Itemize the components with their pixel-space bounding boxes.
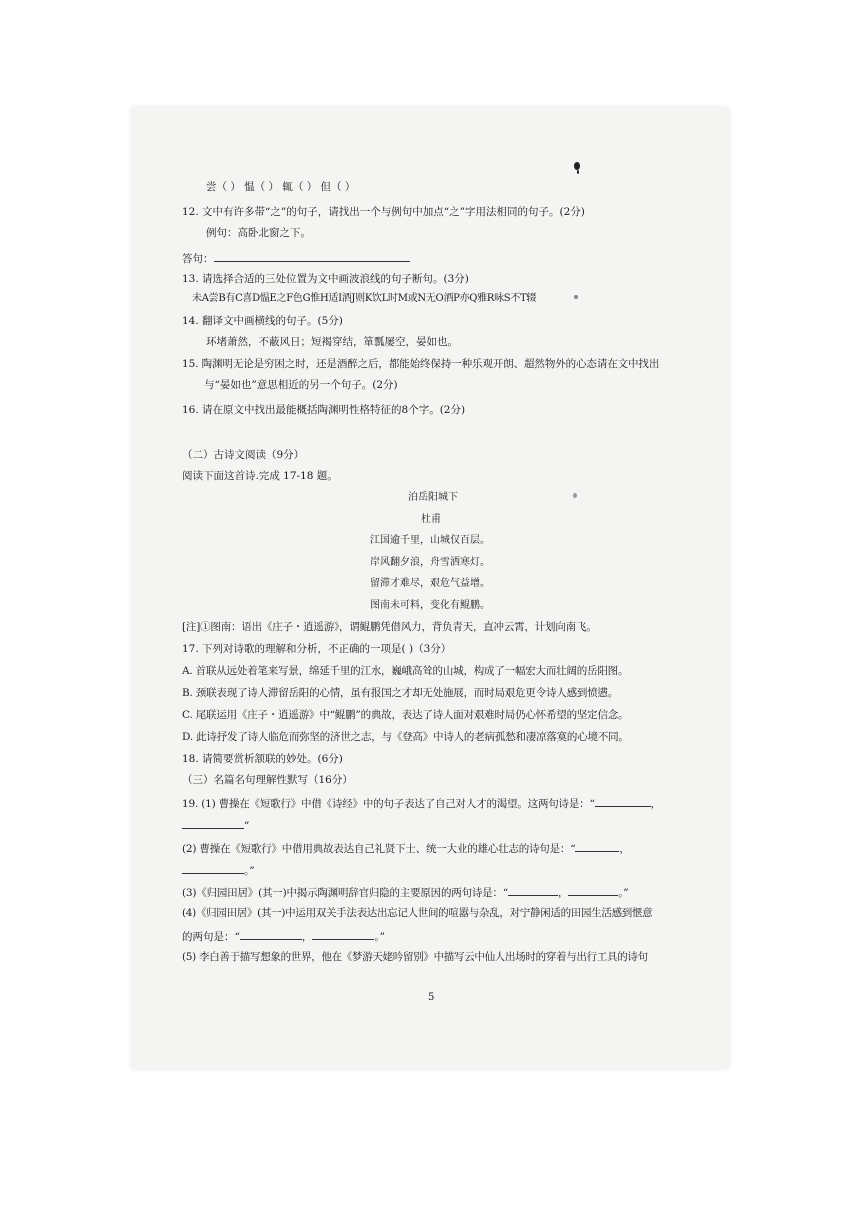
q12-answer bbox=[182, 250, 410, 266]
section-2-intro: 阅读下面这首诗.完成 17-18 题。 bbox=[182, 470, 338, 482]
scan-speck bbox=[577, 170, 579, 174]
close-quote: 。” bbox=[374, 931, 385, 943]
q17-option-a: A. 首联从远处着笔来写景，绵延千里的江水，巍峨高耸的山城，构成了一幅宏大而壮阔的岳阳图。 bbox=[182, 665, 629, 677]
poem-line-1: 江国逾千里，山城仅百层。 bbox=[370, 535, 490, 546]
comma: ， bbox=[650, 798, 661, 810]
page-number: 5 bbox=[428, 992, 435, 1003]
q19-1-text: 19. (1) 曹操在《短歌行》中借《诗经》中的句子表达了自己对人才的渴望。这两句诗是：“ bbox=[182, 798, 595, 810]
close-quote: ” bbox=[244, 820, 250, 832]
answer-blank[interactable] bbox=[568, 884, 618, 896]
q19-1 bbox=[182, 795, 661, 811]
q19-2-cont bbox=[182, 862, 255, 878]
q12-answer-label: 答句： bbox=[182, 253, 214, 265]
answer-blank[interactable] bbox=[214, 250, 410, 262]
section-3-heading: （三）名篇名句理解性默写（16分） bbox=[182, 774, 353, 786]
comma: ， bbox=[557, 887, 569, 899]
q19-4-cont bbox=[182, 928, 385, 944]
q15-line1: 15. 陶渊明无论是穷困之时，还是酒醉之后，都能始终保持一种乐观开朗、超然物外的心态请在文中找出 bbox=[182, 358, 660, 370]
q12-example: 例句：高卧北窗之下。 bbox=[206, 227, 311, 239]
q19-4-text: 的两句是：“ bbox=[182, 931, 240, 943]
poem-line-3: 留滞才难尽，艰危气益增。 bbox=[370, 578, 490, 589]
section-2-heading: （二）古诗文阅读（9分） bbox=[182, 449, 305, 461]
scan-speck bbox=[574, 295, 578, 299]
poem-line-4: 图南未可料，变化有鲲鹏。 bbox=[370, 600, 490, 611]
close-quote: 。” bbox=[244, 865, 255, 877]
scan-speck bbox=[574, 162, 580, 170]
scan-speck bbox=[573, 493, 577, 498]
q14: 14. 翻译文中画横线的句子。(5分) bbox=[182, 315, 343, 327]
q18: 18. 请简要赏析颔联的妙处。(6分) bbox=[182, 753, 343, 765]
q19-2-text: (2) 曹操在《短歌行》中借用典故表达自己礼贤下士、统一大业的雄心壮志的诗句是：“ bbox=[182, 843, 576, 855]
answer-blank[interactable] bbox=[312, 928, 374, 940]
q16: 16. 请在原文中找出最能概括陶渊明性格特征的8个字。(2分) bbox=[182, 404, 466, 416]
q12: 12. 文中有许多带“之”的句子，请找出一个与例句中加点“之”字用法相同的句子。(2分) bbox=[182, 206, 585, 218]
q17-option-c: C. 尾联运用《庄子・逍遥游》中“鲲鹏”的典故，表达了诗人面对艰难时局仍心怀希望的坚定信念。 bbox=[182, 709, 629, 721]
answer-blank[interactable] bbox=[182, 817, 244, 829]
answer-blank[interactable] bbox=[595, 795, 651, 807]
q13: 13. 请选择合适的三处位置为文中画波浪线的句子断句。(3分) bbox=[182, 273, 469, 285]
q17: 17. 下列对诗歌的理解和分析，不正确的一项是( )（3分） bbox=[182, 643, 452, 655]
answer-blank[interactable] bbox=[575, 840, 619, 852]
q17-option-b: B. 颈联表现了诗人滞留岳阳的心情，虽有报国之才却无处施展，而时局艰危更令诗人感到愤懑。 bbox=[182, 687, 619, 699]
q11-blanks: 尝（ ） 愠（ ） 辄（ ） 但（ ） bbox=[206, 181, 356, 193]
answer-blank[interactable] bbox=[240, 928, 302, 940]
comma: ， bbox=[301, 931, 313, 943]
q19-3 bbox=[182, 884, 628, 900]
answer-blank[interactable] bbox=[182, 862, 244, 874]
q17-option-d: D. 此诗抒发了诗人临危而弥坚的济世之志，与《登高》中诗人的老病孤愁和凄凉落寞的心境不同。 bbox=[182, 731, 629, 743]
close-quote: 。” bbox=[618, 887, 629, 899]
q13-text: 未A尝B有C喜D愠E之F色G惟H适I酒J则K饮L时M或N无O酒P亦Q雅R咏S不T辍 bbox=[192, 293, 537, 304]
poem-author: 杜甫 bbox=[421, 514, 441, 525]
answer-blank[interactable] bbox=[508, 884, 558, 896]
poem-line-2: 岸风翻夕浪，舟雪洒寒灯。 bbox=[370, 557, 490, 568]
q19-1-cont bbox=[182, 817, 249, 833]
q14-text: 环堵萧然，不蔽风日；短褐穿结，箪瓢屡空，晏如也。 bbox=[206, 336, 458, 348]
q19-4: (4)《归园田居》(其一)中运用双关手法表达出忘记人世间的喧嚣与杂乱，对宁静闲适的田园生活感到惬意 bbox=[182, 907, 653, 919]
comma: ， bbox=[619, 843, 630, 855]
q15-line2: 与“晏如也”意思相近的另一个句子。(2分) bbox=[204, 379, 398, 391]
poem-title: 泊岳阳城下 bbox=[408, 492, 458, 503]
q19-5: (5) 李白善于描写想象的世界，他在《梦游天姥吟留别》中描写云中仙人出场时的穿着与出行工具的诗句 bbox=[182, 951, 648, 963]
q19-3-text: (3)《归园田居》(其一)中揭示陶渊明辞官归隐的主要原因的两句诗是：“ bbox=[182, 887, 508, 899]
q19-2 bbox=[182, 840, 630, 856]
poem-note: [注]①图南：语出《庄子・逍遥游》，谓鲲鹏凭借风力，背负青天，直冲云霄，计划向南飞。 bbox=[182, 621, 597, 633]
